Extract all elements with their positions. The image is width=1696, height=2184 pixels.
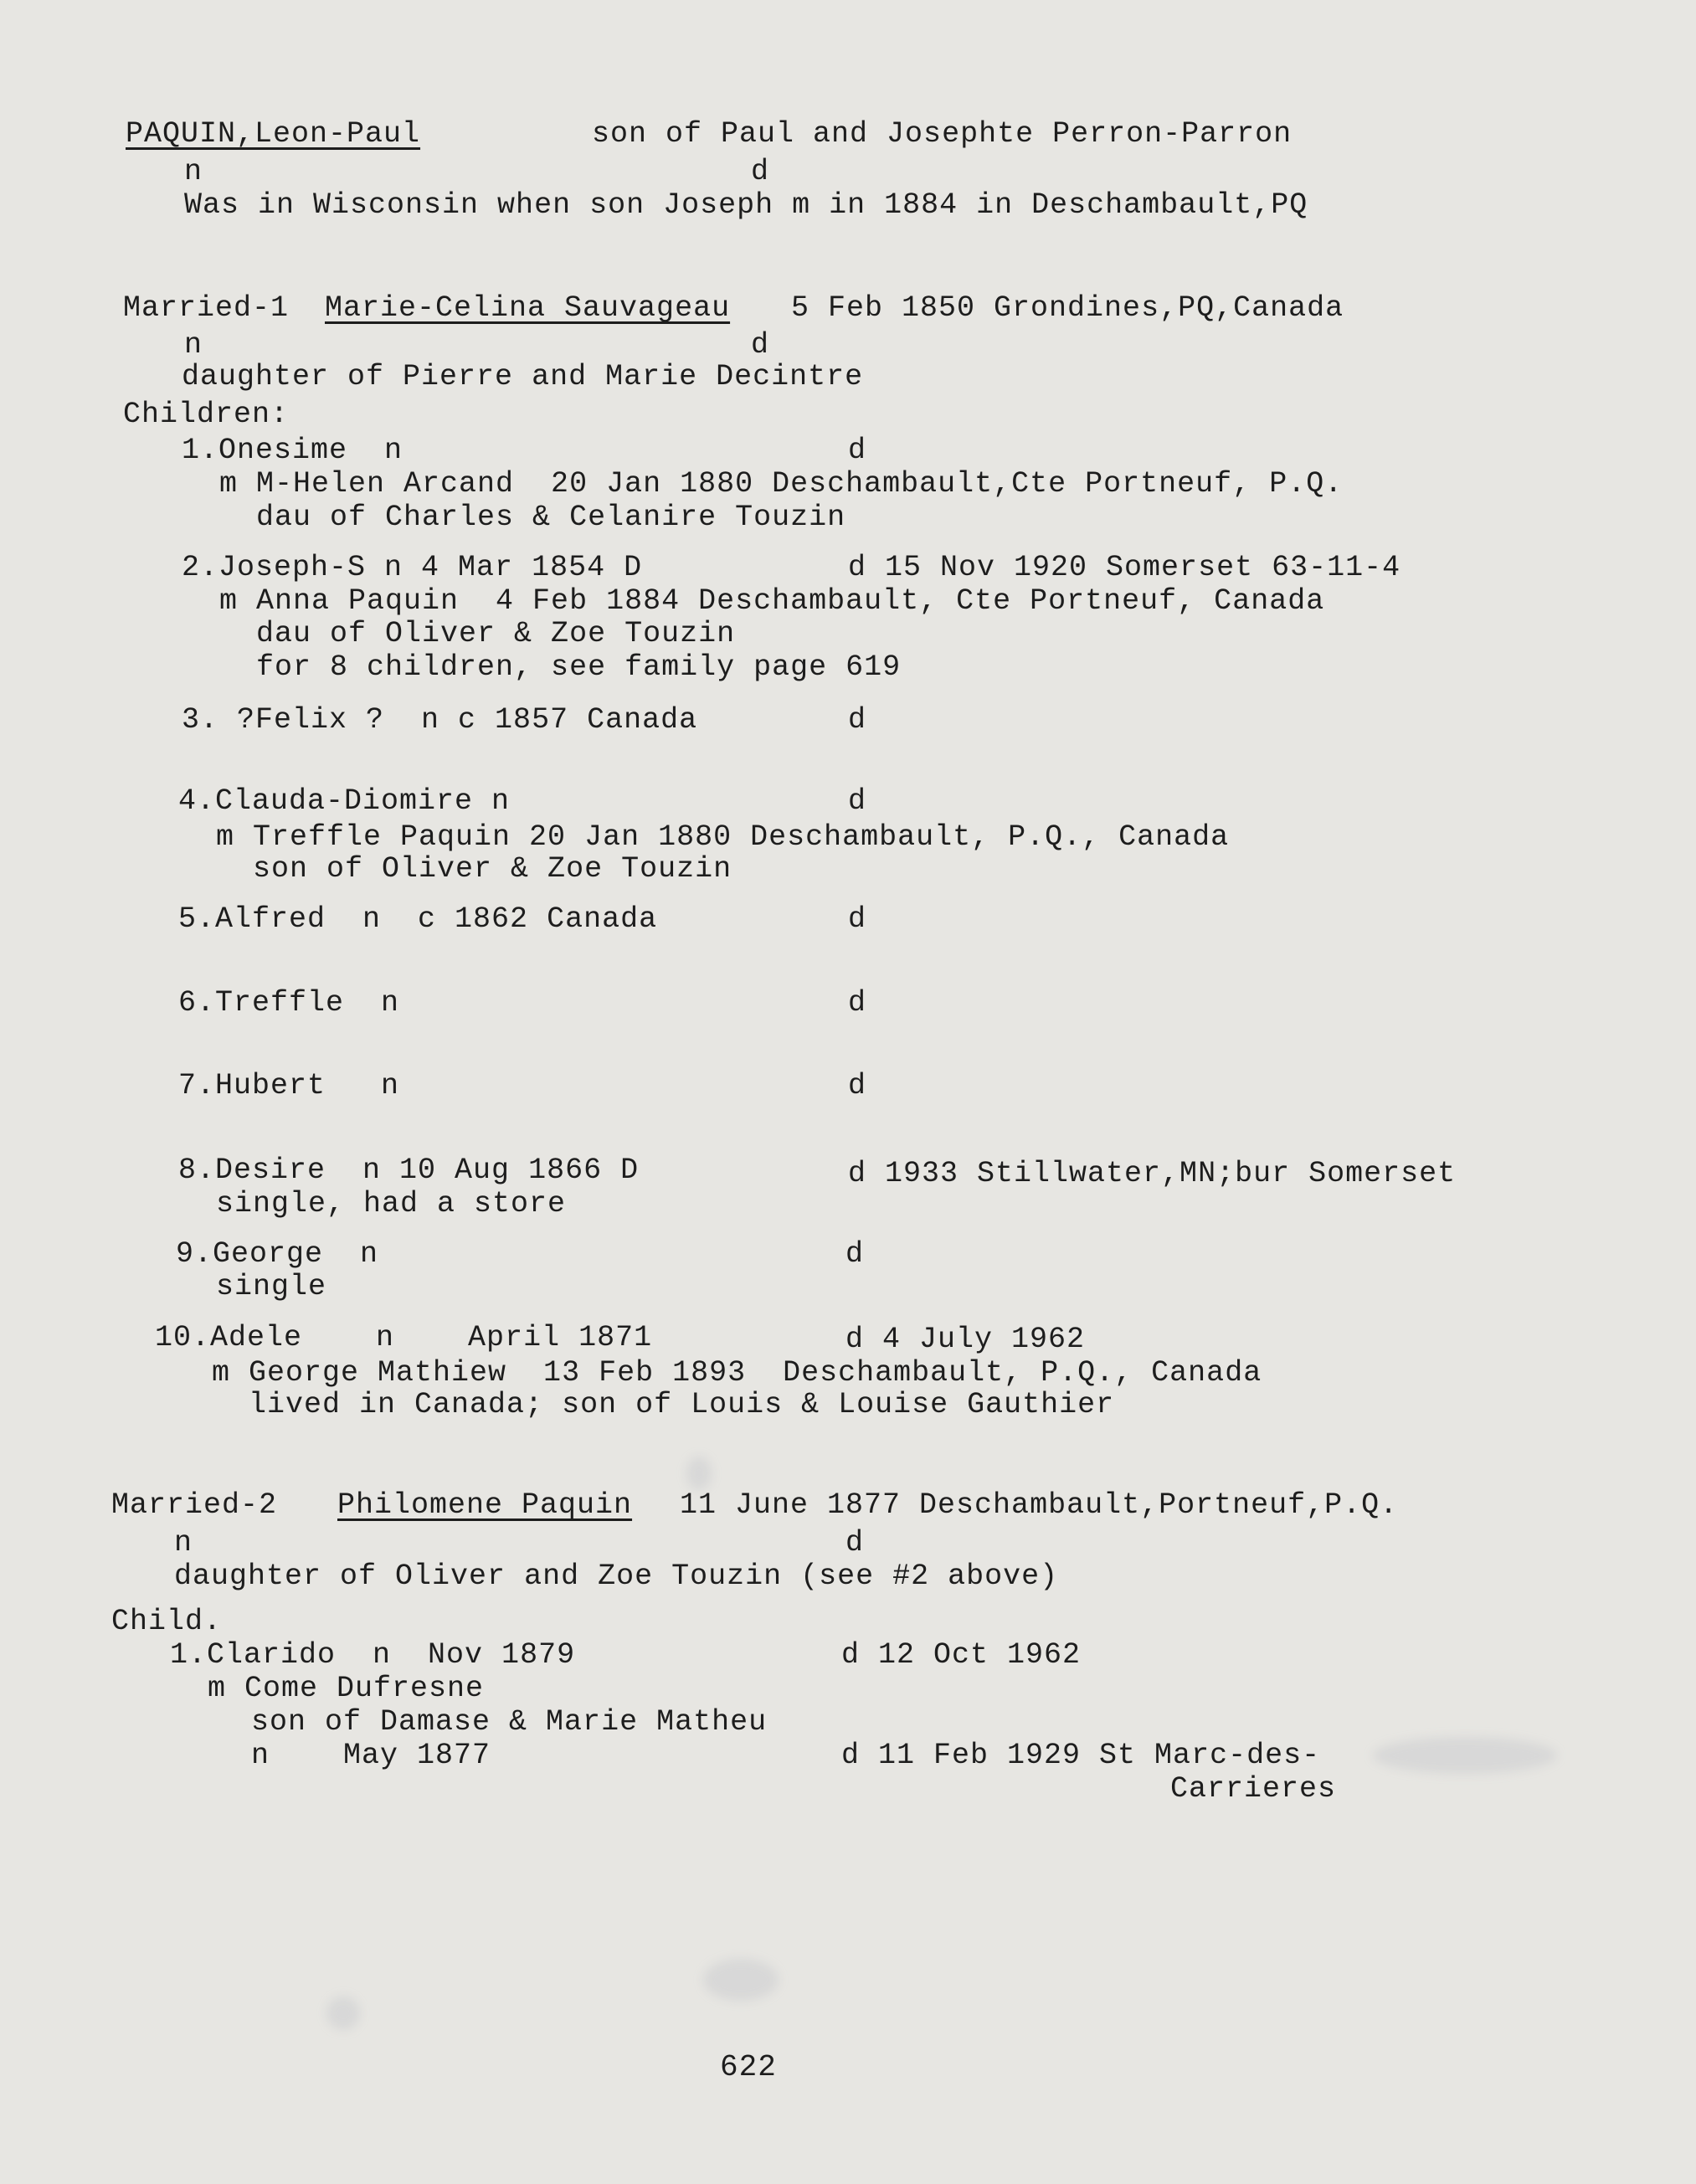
scan-smudge (703, 1959, 779, 2001)
marriage-2-spouse: Philomene Paquin (337, 1488, 633, 1522)
marriage-2-details: 11 June 1877 Deschambault,Portneuf,P.Q. (680, 1488, 1399, 1522)
child-4-marriage-parents: son of Oliver & Zoe Touzin (216, 852, 732, 886)
child-label: Child. (111, 1605, 223, 1638)
child-7-name: 7.Hubert n (178, 1069, 400, 1102)
child-10-death: d 4 July 1962 (845, 1323, 1086, 1356)
child-1-marriage: m M-Helen Arcand 20 Jan 1880 Deschambault,Cte Portneuf, P.Q. (219, 467, 1344, 501)
scan-smudge (1373, 1737, 1557, 1774)
spouse-2-birth: n (174, 1526, 193, 1560)
child-8-name: 8.Desire n 10 Aug 1866 D (178, 1154, 640, 1187)
child-5-death: d (848, 902, 867, 936)
child-1-death: d (848, 434, 867, 467)
child-9-death: d (845, 1237, 865, 1271)
child-2-marriage-parents: dau of Oliver & Zoe Touzin (219, 617, 736, 650)
spouse-2-death: d (845, 1526, 865, 1560)
subject-note: Was in Wisconsin when son Joseph m in 1884 in Deschambault,PQ (184, 188, 1308, 222)
spouse-2-parents: daughter of Oliver and Zoe Touzin (see #2 above) (174, 1560, 1059, 1593)
child-3-name: 3. ?Felix ? n c 1857 Canada (182, 703, 698, 737)
subject-name: PAQUIN,Leon-Paul (126, 117, 421, 151)
child-10-note: lived in Canada; son of Louis & Louise Gauthier (212, 1388, 1115, 1421)
child-1-marriage-parents: dau of Charles & Celanire Touzin (219, 501, 846, 534)
child-10-name: 10.Adele n April 1871 (155, 1321, 653, 1354)
child-8-note: single, had a store (216, 1187, 567, 1220)
subject-birth: n (184, 155, 203, 188)
scan-smudge (326, 1996, 360, 2030)
subject-death: d (751, 155, 770, 188)
spouse-1-death: d (751, 328, 770, 362)
child-6-death: d (848, 986, 867, 1020)
child-2-marriage: m Anna Paquin 4 Feb 1884 Deschambault, Cte Portneuf, Canada (219, 584, 1325, 618)
marriage-1-spouse: Marie-Celina Sauvageau (325, 291, 731, 325)
children-label: Children: (123, 398, 290, 431)
page-number: 622 (720, 2050, 777, 2084)
child-9-name: 9.George n (176, 1237, 379, 1271)
child-2-death: d 15 Nov 1920 Somerset 63-11-4 (848, 551, 1401, 584)
child-4-death: d (848, 784, 867, 818)
child-1-name: 1.Onesime n (182, 434, 403, 467)
child-2-1-spouse-birth: n May 1877 (251, 1739, 491, 1772)
child-4-marriage: m Treffle Paquin 20 Jan 1880 Deschambault, P.Q., Canada (216, 820, 1230, 854)
child-4-name: 4.Clauda-Diomire n (178, 784, 511, 818)
child-2-1-spouse-death-cont: Carrieres (1170, 1772, 1337, 1806)
child-2-1-marriage: m Come Dufresne (208, 1672, 485, 1705)
child-2-note: for 8 children, see family page 619 (219, 650, 902, 684)
child-7-death: d (848, 1069, 867, 1102)
child-2-1-spouse-parents: son of Damase & Marie Matheu (251, 1705, 768, 1739)
child-2-1-spouse-death: d 11 Feb 1929 St Marc-des- (841, 1739, 1321, 1772)
child-2-1-death: d 12 Oct 1962 (841, 1638, 1082, 1672)
child-10-marriage: m George Mathiew 13 Feb 1893 Deschambault, P.Q., Canada (212, 1356, 1262, 1390)
spouse-1-birth: n (184, 328, 203, 362)
scan-smudge (686, 1457, 712, 1490)
child-2-1-name: 1.Clarido n Nov 1879 (170, 1638, 576, 1672)
subject-parents: son of Paul and Josephte Perron-Parron (592, 117, 1293, 151)
marriage-1-label: Married-1 (123, 291, 290, 325)
child-9-note: single (216, 1270, 327, 1303)
child-2-name: 2.Joseph-S n 4 Mar 1854 D (182, 551, 643, 584)
marriage-2-label: Married-2 (111, 1488, 278, 1522)
child-6-name: 6.Treffle n (178, 986, 400, 1020)
child-8-death: d 1933 Stillwater,MN;bur Somerset (848, 1157, 1457, 1190)
marriage-1-details: 5 Feb 1850 Grondines,PQ,Canada (791, 291, 1344, 325)
spouse-1-parents: daughter of Pierre and Marie Decintre (182, 360, 864, 393)
child-3-death: d (848, 703, 867, 737)
child-5-name: 5.Alfred n c 1862 Canada (178, 902, 658, 936)
